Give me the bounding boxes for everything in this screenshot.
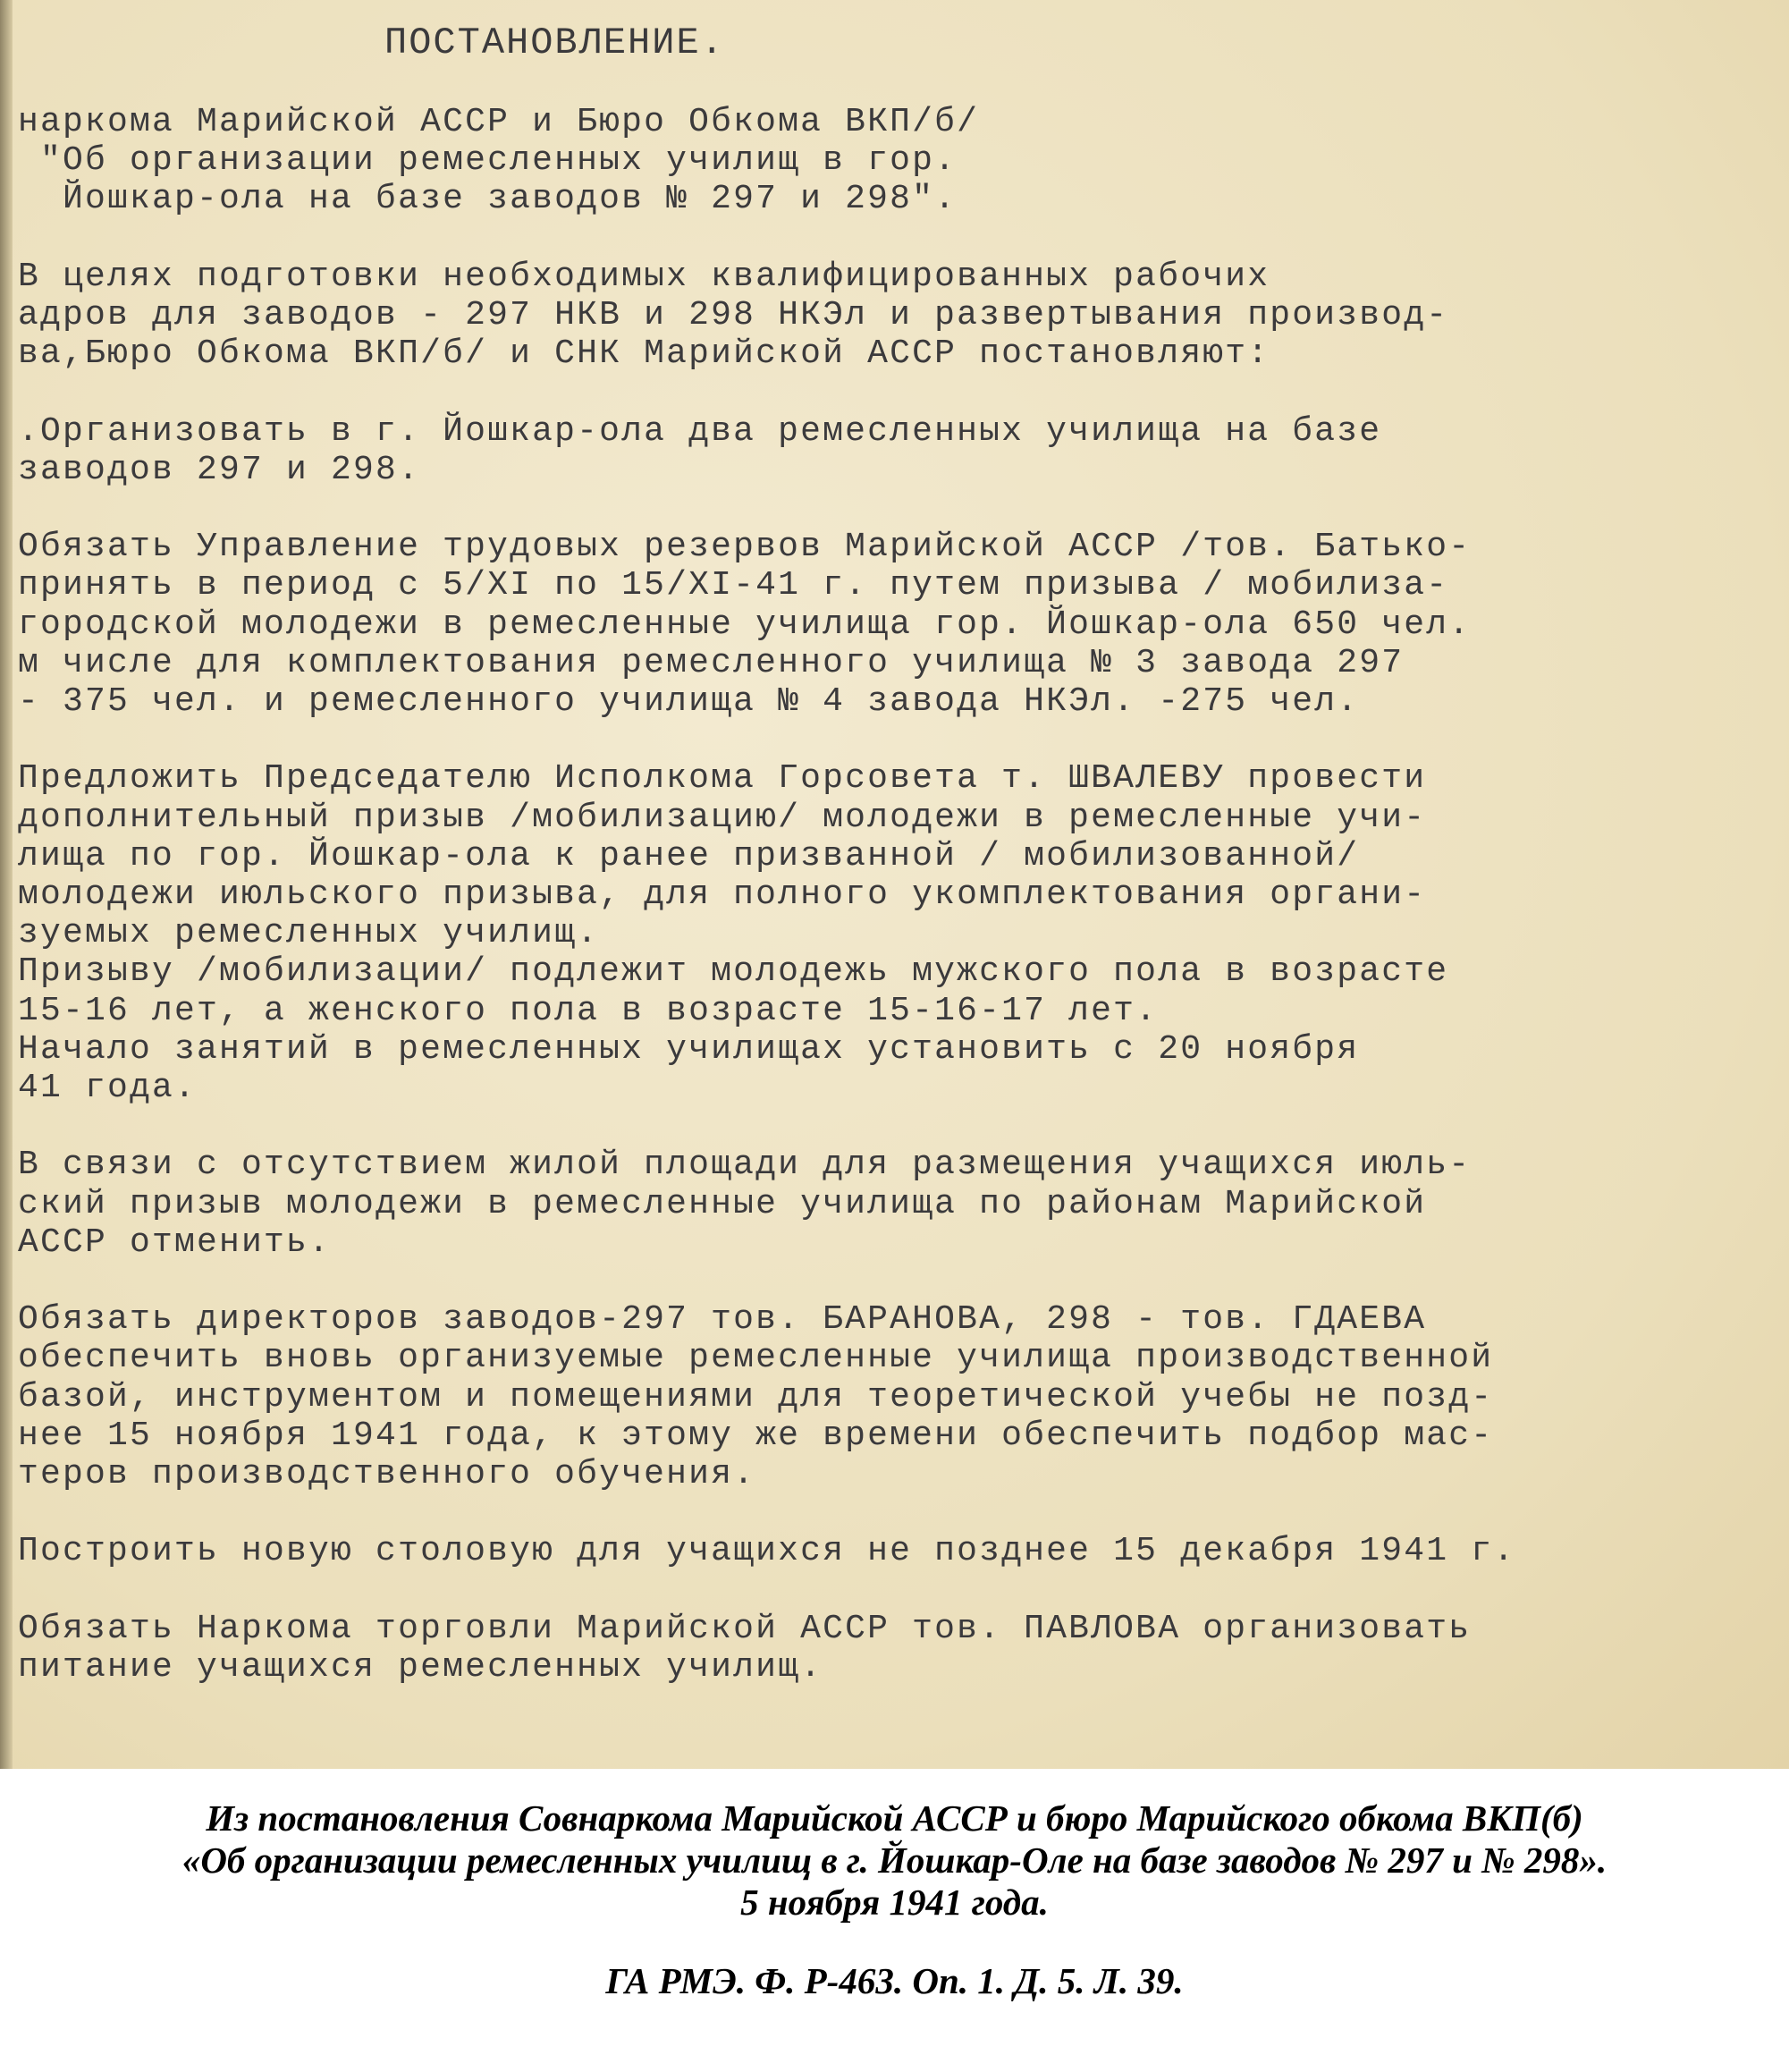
document-line: дополнительный призыв /мобилизацию/ молодежи в ремесленные учи- <box>18 798 1427 837</box>
caption-line-2: «Об организации ремесленных училищ в г. Йошкар-Оле на базе заводов № 297 и № 298». <box>181 1839 1608 1881</box>
document-line: Обязать Наркома торговли Марийской АССР тов. ПАВЛОВА организовать <box>18 1609 1472 1648</box>
document-line: В связи с отсутствием жилой площади для размещения учащихся июль- <box>18 1146 1472 1185</box>
document-line: адров для заводов - 297 НКВ и 298 НКЭл и развертывания производ- <box>18 296 1449 334</box>
document-line: Начало занятий в ремесленных училищах установить с 20 ноября <box>18 1029 1360 1069</box>
document-line: Обязать Управление трудовых резервов Марийской АССР /тов. Батько- <box>18 528 1472 567</box>
document-line: ва,Бюро Обкома ВКП/б/ и СНК Марийской АССР постановляют: <box>18 334 1270 374</box>
document-line: принять в период с 5/XI по 15/XI-41 г. путем призыва / мобилиза- <box>18 566 1449 605</box>
scan-binding-edge <box>0 0 13 1769</box>
document-line: Построить новую столовую для учащихся не позднее 15 декабря 1941 г. <box>18 1532 1516 1571</box>
document-line: молодежи июльского призыва, для полного укомплектования органи- <box>18 875 1427 914</box>
document-line: нее 15 ноября 1941 года, к этому же времени обеспечить подбор мас- <box>18 1416 1494 1455</box>
document-line: Обязать директоров заводов-297 тов. БАРАНОВА, 298 - тов. ГДАЕВА <box>18 1300 1427 1340</box>
document-line: обеспечить вновь организуемые ремесленные училища производственной <box>18 1339 1494 1378</box>
document-line: .Организовать в г. Йошкар-ола два ремесленных училища на базе <box>18 411 1382 451</box>
document-line: ский призыв молодежи в ремесленные училища по районам Марийской <box>18 1184 1427 1223</box>
document-line: зуемых ремесленных училищ. <box>18 914 600 953</box>
document-line: теров производственного обучения. <box>18 1455 756 1493</box>
document-line: Йошкар-ола на базе заводов № 297 и 298". <box>18 180 958 219</box>
document-line: 15-16 лет, а женского пола в возрасте 15-16-17 лет. <box>18 991 1159 1030</box>
document-line: Призыву /мобилизации/ подлежит молодежь мужского пола в возрасте <box>18 952 1449 992</box>
document-line: городской молодежи в ремесленные училища гор. Йошкар-ола 650 чел. <box>18 605 1472 644</box>
document-line: 41 года. <box>18 1069 198 1107</box>
document-line: лища по гор. Йошкар-ола к ранее призванной / мобилизованной/ <box>18 836 1360 875</box>
document-line: - 375 чел. и ремесленного училища № 4 завода НКЭл. -275 чел. <box>18 682 1360 721</box>
document-line: наркома Марийской АССР и Бюро Обкома ВКП/б/ <box>18 103 980 141</box>
archive-reference: ГА РМЭ. Ф. Р-463. Оп. 1. Д. 5. Л. 39. <box>605 1960 1184 2001</box>
document-line: заводов 297 и 298. <box>18 450 421 489</box>
document-line: питание учащихся ремесленных училищ. <box>18 1648 823 1687</box>
document-title: ПОСТАНОВЛЕНИЕ. <box>384 21 725 64</box>
document-line: Предложить Председателю Исполкома Горсовета т. ШВАЛЕВУ провести <box>18 759 1427 799</box>
document-line: базой, инструментом и помещениями для теоретической учебы не позд- <box>18 1377 1494 1417</box>
document-line: м числе для комплектования ремесленного училища № 3 завода 297 <box>18 643 1405 682</box>
document-line: АССР отменить. <box>18 1222 332 1262</box>
document-line: "Об организации ремесленных училищ в гор. <box>18 141 958 181</box>
caption-line-1: Из постановления Совнаркома Марийской АССР и бюро Марийского обкома ВКП(б) <box>206 1797 1583 1839</box>
document-line: В целях подготовки необходимых квалифицированных рабочих <box>18 257 1270 296</box>
caption-line-3: 5 ноября 1941 года. <box>740 1882 1049 1923</box>
